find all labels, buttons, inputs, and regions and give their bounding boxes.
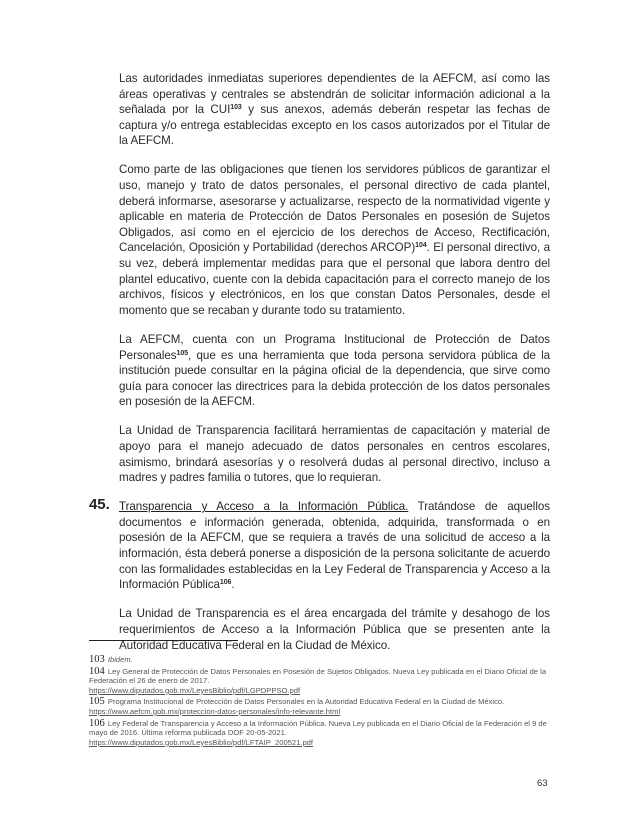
paragraph-text: Como parte de las obligaciones que tienen los servidores públicos de garantizar el uso, manejo y trato de datos personales, el personal directivo de cada plantel, deberá informarse, asesorarse y actualizarse, respecto de la normatividad vigente y aplicable en materia de Protección de Datos Personales en posesión de Sujetos Obligados, así como en el ejercicio de los derechos de Acceso, Rectificación, Cancelación, Oposición y Portabilidad (derechos ARCOP)	[119, 163, 550, 255]
paragraph-unidad-transparencia: La Unidad de Transparencia facilitará herramientas de capacitación y material de apoyo para el manejo adecuado de datos personales en centros escolares, asimismo, brindará asesorías y o resolverá dudas al personal directivo, incluso a madres y padres familia o tutores, que lo requieran.	[119, 424, 550, 485]
footnote-link[interactable]: https://www.diputados.gob.mx/LeyesBiblio/pdf/LFTAIP_200521.pdf	[89, 737, 314, 747]
section-45	[89, 496, 550, 593]
footnote-ref-105[interactable]: 105	[176, 349, 189, 357]
section-number: 45.	[89, 496, 110, 514]
footnote-105	[89, 697, 550, 716]
footnote-106	[89, 719, 550, 748]
paragraph-cui	[119, 71, 550, 149]
footnote-ref-106[interactable]: 106	[219, 579, 232, 587]
footnote-text: Programa Institucional de Protección de Datos Personales en la Autoridad Educativa Federal en la Ciudad de México.	[107, 697, 505, 707]
paragraph-text: y sus anexos, además deberán respetar las fechas de captura y/o entrega establecidas excepto en los casos autorizados por el Titular de la AEFCM.	[119, 103, 550, 148]
footnote-text: Ley Federal de Transparencia y Acceso a la Información Pública. Nueva Ley publicada en el Diario Oficial de la Federación el 9 de mayo de 2016. Última reforma publicada DOF 20-05-2021.	[89, 718, 547, 738]
paragraph-datos-personales	[119, 162, 550, 318]
footnote-divider	[89, 640, 238, 641]
paragraph-text: .	[231, 578, 235, 592]
footnote-text: Ley General de Protección de Datos Personales en Posesión de Sujetos Obligados. Nueva Ley publicada en el Diario Oficial de la Federación el 26 de enero de 2017.	[89, 666, 547, 686]
footnote-104	[89, 667, 550, 696]
paragraph-unidad-tramite: La Unidad de Transparencia es el área encargada del trámite y desahogo de los requerimientos de Acceso a la Información Pública que se presenten ante la Autoridad Educativa Federal en la Ciudad de México.	[119, 607, 550, 652]
footnote-link[interactable]: https://www.aefcm.gob.mx/proteccion-datos-personales/info-relevante.html	[89, 706, 341, 716]
footnote-link[interactable]: https://www.diputados.gob.mx/LeyesBiblio/pdf/LGPDPPSO.pdf	[89, 685, 301, 695]
body-text	[89, 71, 550, 667]
section-title: Transparencia y Acceso a la Información Pública.	[119, 500, 409, 514]
footnote-ref-104[interactable]: 104	[415, 242, 427, 250]
footnote-ref-103[interactable]: 103	[230, 104, 242, 112]
paragraph-text: Las autoridades inmediatas superiores dependientes de la AEFCM, así como las áreas operativas y centrales se abstendrán de solicitar información adicional a la señalada por la CUI	[119, 72, 550, 117]
page-number: 63	[537, 778, 548, 789]
footnote-number: 104	[89, 665, 105, 677]
paragraph-text: La AEFCM, cuenta con un Programa Institucional de Protección de Datos Personales	[119, 332, 550, 362]
paragraph-text: Tratándose de aquellos documentos e información generada, obtenida, adquirida, transformada o en posesión de la AEFCM, que se requiera a través de una solicitud de acceso a la información, ésta deberá ponerse a disposición de la persona solicitante de acuerdo con las formalidades establecidas en la Ley Federal de Transparencia y Acceso a la Información Pública	[119, 500, 550, 592]
paragraph-text: . El personal directivo, a su vez, deberá implementar medidas para que el personal que labora dentro del plantel educativo, cuente con la debida capacitación para el correcto manejo de los archivos, físicos y electrónicos, en los que constan Datos Personales, desde el momento que se recaban y durante todo su tratamiento.	[119, 241, 550, 317]
footnote-number: 103	[89, 654, 105, 665]
footnote-text: Ibidem.	[107, 655, 133, 664]
footnote-103	[89, 655, 550, 665]
paragraph-text: , que es una herramienta que toda persona servidora pública de la institución puede consultar en la página oficial de la dependencia, que sirve como guía para conocer las directrices para la debida protección de los datos personales en posesión de la AEFCM.	[119, 348, 550, 409]
footnote-number: 106	[89, 717, 105, 729]
footnotes	[89, 655, 550, 749]
footnote-number: 105	[89, 696, 105, 708]
paragraph-programa-institucional	[119, 332, 550, 410]
